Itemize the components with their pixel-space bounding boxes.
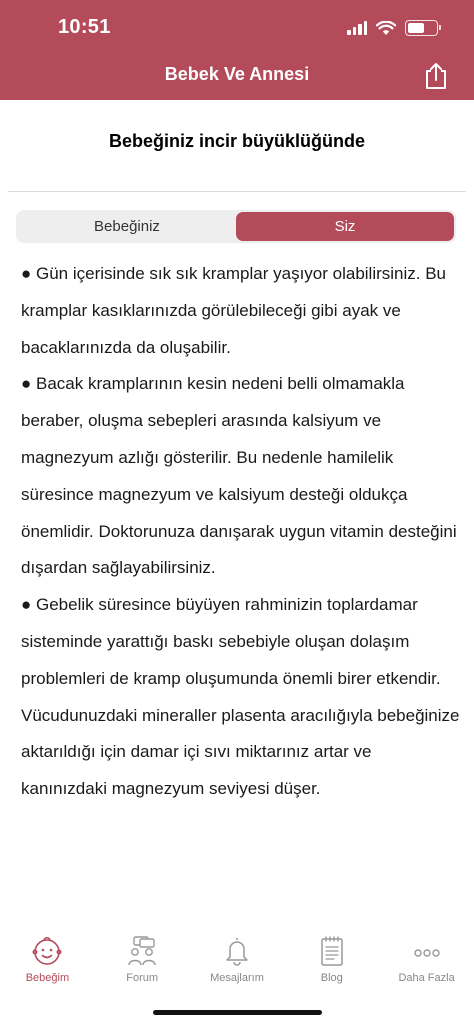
forum-people-icon (125, 934, 159, 968)
tab-mesajlarim[interactable] (190, 930, 285, 1000)
tab-blog[interactable] (284, 930, 379, 1000)
app-header (0, 0, 474, 100)
tab-forum[interactable] (95, 930, 190, 1000)
status-time: 10:51 (58, 16, 111, 38)
status-icons (347, 18, 438, 38)
divider (8, 191, 466, 192)
tab-label: Forum (126, 972, 159, 984)
more-dots-icon (410, 934, 444, 968)
tab-bar (0, 930, 474, 1000)
segmented-control (16, 210, 456, 243)
paragraph: ● Gün içerisinde sık sık kramplar yaşıyor olabilirsiniz. Bu kramplar kasıklarınızda görülebileceği gibi ayak ve bacaklarınızda da oluşabilir. (21, 264, 447, 357)
notepad-icon (315, 934, 349, 968)
nav-title: Bebek Ve Annesi (164, 64, 310, 84)
home-indicator[interactable] (153, 1010, 322, 1015)
wifi-icon (376, 21, 396, 36)
tab-label: Mesajlarım (210, 972, 264, 984)
article-content (21, 256, 461, 808)
tab-bebegim[interactable] (0, 930, 95, 1000)
page-heading: Bebeğiniz incir büyüklüğünde (108, 131, 366, 151)
tab-label: Bebeğim (25, 972, 70, 984)
segment-you[interactable]: Siz (236, 212, 454, 241)
battery-icon (405, 20, 438, 36)
share-icon[interactable] (423, 62, 449, 90)
paragraph: ● Bacak kramplarının kesin nedeni belli olmamakla beraber, oluşma sebepleri arasında kalsiyum ve magnezyum azlığı gösterilir. Bu nedenle hamilelik süresince magnezyum ve kalsiyum desteği oldukça önemlidir. Doktorunuza danışarak uygun vitamin desteğini dışardan sağlayabilirsiniz. (21, 374, 457, 578)
segment-baby[interactable]: Bebeğiniz (94, 218, 160, 235)
bell-icon (220, 934, 254, 968)
tab-daha-fazla[interactable] (379, 930, 474, 1000)
baby-face-icon (30, 934, 64, 968)
tab-label: Blog (320, 972, 343, 984)
cellular-signal-icon (347, 21, 367, 35)
tab-label: Daha Fazla (398, 972, 455, 984)
paragraph: ● Gebelik süresince büyüyen rahminizin toplardamar sisteminde yarattığı baskı sebebiyle oluşan dolaşım problemleri de kramp oluşumunda önemli birer etkendir. Vücudunuzdaki mineraller plasenta aracılığıyla bebeğinize aktarıldığı için damar içi sıvı miktarınız artar ve kanınızdaki magnezyum seviyesi düşer. (21, 595, 460, 799)
